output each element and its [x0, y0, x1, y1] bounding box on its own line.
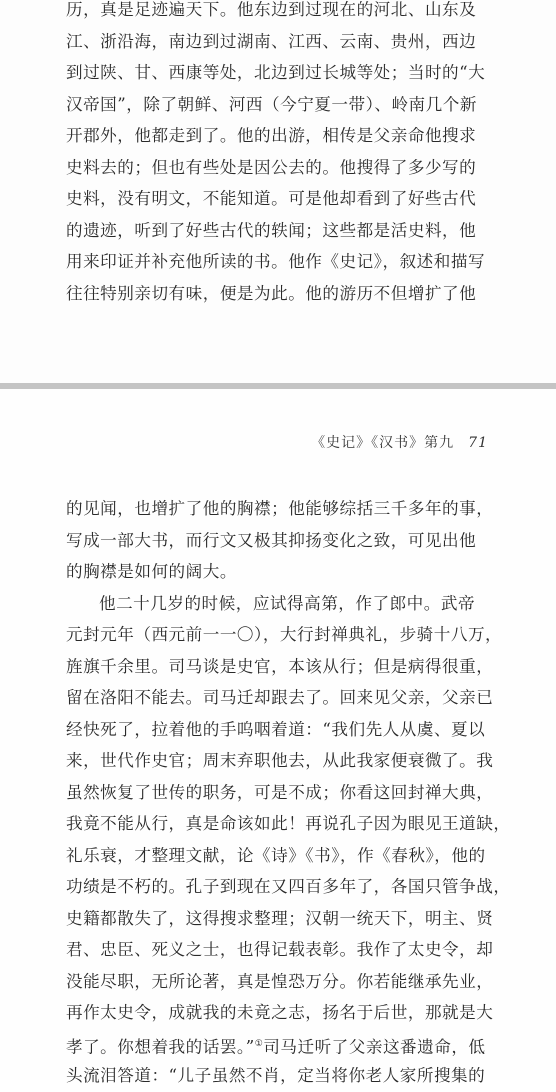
text-line: 往往特别亲切有味，便是为此。他的游历不但增扩了他: [66, 283, 477, 303]
text-line: 元封元年（西元前一一〇），大行封禅典礼，步骑十八万，: [66, 625, 503, 644]
running-head: [311, 432, 488, 452]
text-line: 他二十几岁的时候，应试得高第，作了郎中。武帝: [99, 593, 476, 613]
text-line: 经快死了，拉着他的手呜咽着道：“我们先人从虞、夏以: [66, 719, 486, 739]
text-line: 的胸襟是如何的阔大。: [66, 562, 237, 581]
text-line: 再作太史令，成就我的未竟之志，扬名于后世，那就是大: [66, 1003, 494, 1022]
text-line: 开郡外，他都走到了。他的出游，相传是父亲命他搜求: [66, 126, 477, 145]
text-line: 没能尽职，无所论著，真是惶恐万分。你若能继承先业，: [66, 971, 494, 991]
text-line: 江、浙沿海，南边到过湖南、江西、云南、贵州，西边: [66, 31, 477, 51]
text-line: 写成一部大书，而行文又极其抑扬变化之致，可见出他: [66, 530, 477, 550]
upper-page: [0, 0, 556, 383]
footnote-marker[interactable]: ①: [254, 1038, 264, 1049]
text-line: 用来印证并补充他所读的书。他作《史记》，叙述和描写: [66, 252, 486, 271]
text-line: 礼乐衰，才整理文献，论《诗》《书》，作《春秋》，他的: [66, 845, 486, 865]
text-line: 来，世代作史官；周末弃职他去，从此我家便衰微了。我: [66, 751, 494, 770]
lower-page-text: [66, 493, 511, 1092]
text-line: 史籍都散失了，这得搜求整理；汉朝一统天下，明主、贤: [66, 908, 494, 928]
text-segment: 司马迁听了父亲这番遗命，低: [263, 1037, 486, 1057]
text-line: 功绩是不朽的。孔子到现在又四百多年了，各国只管争战，: [66, 877, 511, 896]
text-line: 我竟不能从行，真是命该如此！再说孔子因为眼见王道缺，: [66, 814, 511, 833]
text-segment: 孝了。你想着我的话罢。”: [66, 1037, 255, 1057]
text-line: 历，真是足迹遍天下。他东边到过现在的河北、山东及: [66, 0, 477, 19]
text-line: 到过陕、甘、西康等处，北边到过长城等处；当时的“大: [66, 63, 486, 82]
text-line: 的见闻，也增扩了他的胸襟；他能够综括三千多年的事，: [66, 499, 494, 518]
text-line: 史料，没有明文，不能知道。可是他却看到了好些古代: [66, 189, 477, 208]
text-line: 君、忠臣、死义之士，也得记载表彰。我作了太史令，却: [66, 940, 494, 959]
text-line: [66, 1029, 496, 1061]
text-line: 汉帝国”，除了朝鲜、河西（今宁夏一带）、岭南几个新: [66, 94, 477, 114]
text-line: 史料去的；但也有些处是因公去的。他搜得了多少写的: [66, 157, 477, 177]
text-line: 虽然恢复了世传的职务，可是不成；你看这回封禅大典，: [66, 782, 494, 802]
text-line: 头流泪答道：“儿子虽然不肖，定当将你老人家所搜集的: [66, 1066, 486, 1085]
text-line: 旌旗千余里。司马谈是史官，本该从行；但是病得很重，: [66, 656, 494, 676]
running-head-title: 《史记》《汉书》第九: [311, 435, 455, 451]
text-line: 的遗迹，听到了好些古代的轶闻；这些都是活史料，他: [66, 220, 477, 240]
text-line: 留在洛阳不能去。司马迁却跟去了。回来见父亲，父亲已: [66, 688, 494, 707]
page-number: 71: [468, 435, 488, 451]
upper-page-text: [66, 0, 496, 309]
